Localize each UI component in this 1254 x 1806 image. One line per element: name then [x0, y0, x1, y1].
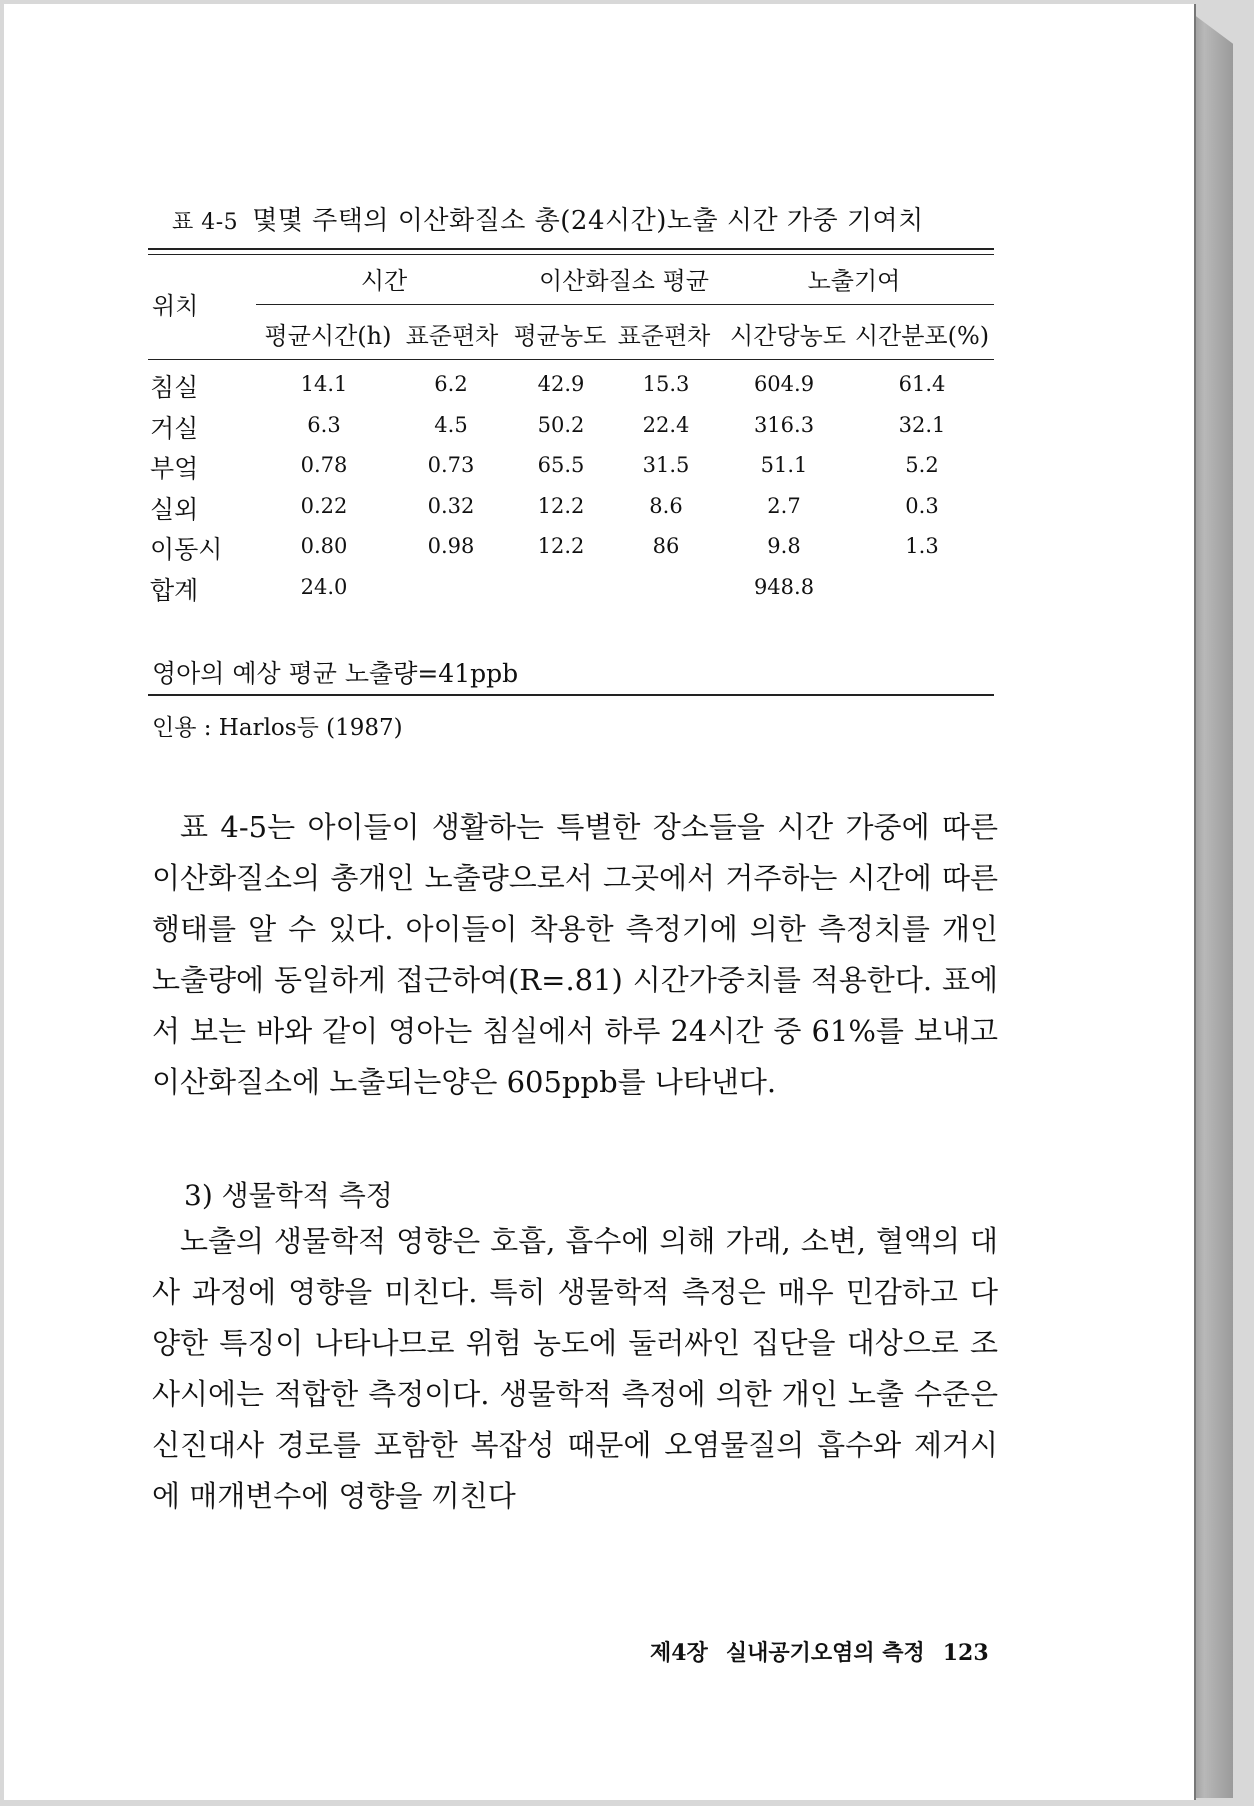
header-sub-0: 평균시간(h): [264, 322, 392, 350]
row-label-living-room: 거실: [150, 414, 199, 443]
table-cell: 51.1: [760, 453, 808, 477]
table-cell: 0.78: [300, 453, 348, 477]
table-cell: 50.2: [537, 413, 585, 437]
table-cell: 12.2: [537, 534, 585, 558]
table-cell: 948.8: [753, 575, 815, 599]
table-cell: 42.9: [537, 372, 585, 396]
body-paragraph-1: 표 4-5는 아이들이 생활하는 특별한 장소들을 시간 가중에 따른 이산화질소의 총개인 노출량으로서 그곳에서 거주하는 시간에 따른 행태를 알 수 있다. 아이들이 착용한 측정기에 의한 측정치를 개인 노출량에 동일하게 접근하여(R=.81) 시간가중치를 적용한다. 표에서 보는 바와 같이 영아는 침실에서 하루 24시간 중 61%를 보내고 이산화질소에 노출되는양은 605ppb를 나타낸다.: [152, 810, 998, 1099]
header-sub-2: 평균농도: [513, 322, 607, 350]
header-location: 위치: [152, 292, 199, 320]
table-cell: 0.80: [300, 534, 348, 558]
table-cell: 0.73: [427, 453, 475, 477]
table-cell: 5.2: [905, 453, 939, 477]
table-cell: 12.2: [537, 494, 585, 518]
footer-chapter: 제4장: [650, 1640, 708, 1666]
page-footer: [650, 1636, 1007, 1667]
row-label-transit: 이동시: [150, 535, 223, 564]
table-cell: 65.5: [537, 453, 585, 477]
table-cell: 9.8: [767, 534, 801, 558]
table-cell: 6.3: [307, 413, 341, 437]
table-cell: 31.5: [642, 453, 690, 477]
table-cell: 604.9: [753, 372, 815, 396]
header-sub-5: 시간분포(%): [854, 322, 990, 350]
table-cell: 61.4: [898, 372, 946, 396]
header-sub-3: 표준편차: [617, 322, 711, 350]
row-label-kitchen: 부엌: [150, 454, 199, 483]
header-group-rule: [256, 304, 994, 305]
table-cell: 2.7: [767, 494, 801, 518]
header-sub-4: 시간당농도: [730, 322, 846, 350]
header-bottom-rule: [148, 359, 994, 360]
table-cell: 24.0: [300, 575, 348, 599]
header-no2-mean: 이산화질소 평균: [539, 267, 709, 295]
table-cell: 8.6: [649, 494, 683, 518]
row-label-outdoor: 실외: [150, 495, 199, 524]
table-cell: 4.5: [434, 413, 468, 437]
table-cell: 0.32: [427, 494, 475, 518]
footer-title: 실내공기오염의 측정: [725, 1640, 925, 1666]
row-label-bedroom: 침실: [150, 373, 199, 402]
table-note: 영아의 예상 평균 노출량=41ppb: [152, 659, 519, 688]
header-time: 시간: [360, 267, 408, 295]
table-cell: 15.3: [642, 372, 690, 396]
table-cell: 0.22: [300, 494, 348, 518]
table-cell: 6.2: [434, 372, 468, 396]
header-exposure: 노출기여: [807, 267, 901, 295]
body-paragraph-2: 노출의 생물학적 영향은 호흡, 흡수에 의해 가래, 소변, 혈액의 대사 과정에 영향을 미친다. 특히 생물학적 측정은 매우 민감하고 다양한 특징이 나타나므로 위험 농도에 둘러싸인 집단을 대상으로 조사시에는 적합한 측정이다. 생물학적 측정에 의한 개인 노출 수준은 신진대사 경로를 포함한 복잡성 때문에 오염물질의 흡수와 제거시에 매개변수에 영향을 끼친다: [152, 1224, 998, 1513]
table-top-rule: [148, 248, 994, 255]
table-cell: 86: [652, 534, 680, 558]
table-cell: 32.1: [898, 413, 946, 437]
table-cell: 0.3: [905, 494, 939, 518]
table-cell: 316.3: [753, 413, 815, 437]
table-caption-number: 표 4-5: [172, 210, 239, 235]
table-caption: [172, 200, 924, 237]
table-caption-text: 몇몇 주택의 이산화질소 총(24시간)노출 시간 가중 기여치: [252, 206, 924, 236]
book-page: [4, 4, 1196, 1800]
table-cell: 14.1: [300, 372, 348, 396]
table-bottom-rule: [148, 694, 994, 696]
table-cell: 22.4: [642, 413, 690, 437]
header-sub-1: 표준편차: [405, 322, 499, 350]
table-cell: 0.98: [427, 534, 475, 558]
table-cell: 1.3: [905, 534, 939, 558]
page-number: 123: [942, 1640, 989, 1666]
table-citation: 인용 : Harlos등 (1987): [152, 715, 403, 741]
row-label-total: 합계: [150, 576, 199, 605]
section-heading: 3) 생물학적 측정: [184, 1179, 393, 1212]
